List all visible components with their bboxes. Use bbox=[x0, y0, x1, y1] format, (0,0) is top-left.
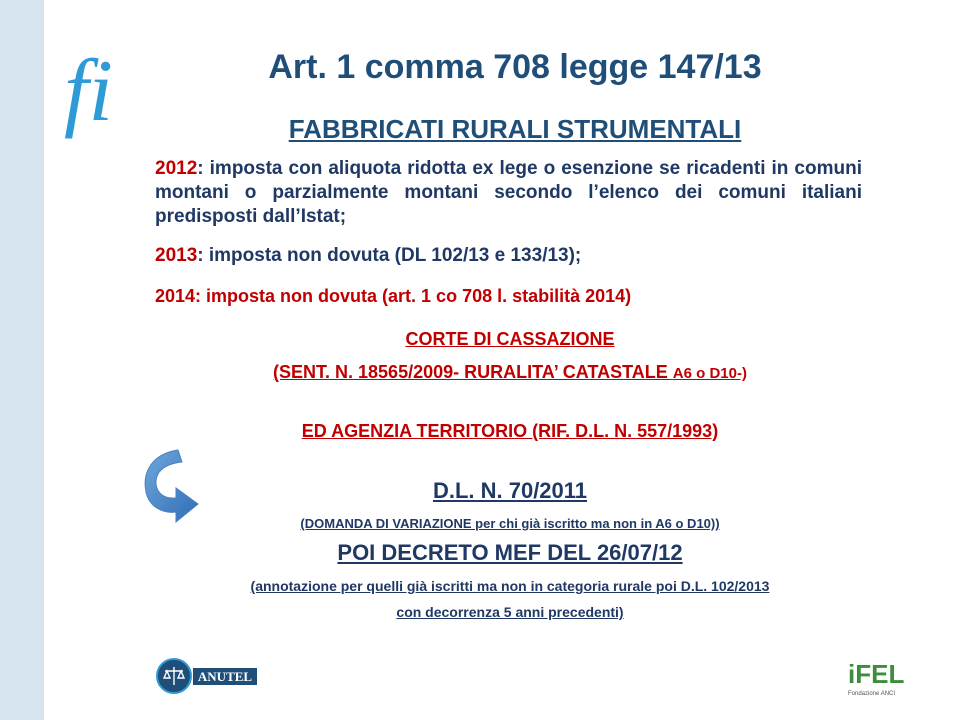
slide-title: Art. 1 comma 708 legge 147/13 bbox=[268, 48, 762, 86]
ifel-logo bbox=[846, 655, 905, 699]
line-2013 bbox=[155, 245, 581, 267]
fi-logo bbox=[60, 40, 130, 140]
cassazione-ref-small: A6 o D10-) bbox=[672, 365, 747, 382]
slide-subtitle: FABBRICATI RURALI STRUMENTALI bbox=[288, 114, 742, 144]
agenzia-territorio: ED AGENZIA TERRITORIO (RIF. D.L. N. 557/1993) bbox=[301, 421, 719, 441]
ifel-logo-text: iFEL bbox=[848, 659, 905, 689]
mef-note-line-2: con decorrenza 5 anni precedenti) bbox=[396, 604, 624, 620]
cassazione-ref-main: (SENT. N. 18565/2009- RURALITA’ CATASTALE bbox=[273, 362, 673, 382]
dl-title: D.L. N. 70/2011 bbox=[432, 478, 588, 503]
anutel-logo bbox=[155, 657, 258, 695]
year-2012: 2012 bbox=[155, 158, 198, 179]
line-2014: 2014: imposta non dovuta (art. 1 co 708 l. stabilità 2014) bbox=[155, 286, 632, 306]
fi-logo-text: fi bbox=[64, 43, 113, 140]
cassazione-reference bbox=[100, 362, 920, 383]
paragraph-2012 bbox=[155, 157, 862, 229]
mef-title: POI DECRETO MEF DEL 26/07/12 bbox=[337, 540, 683, 565]
text-2012: : imposta con aliquota ridotta ex lege o esenzione se ricadenti in comuni montani o parzialmente montani secondo l’elenco dei comuni italiani predisposti dall’Istat; bbox=[155, 158, 862, 227]
dl-note: (DOMANDA DI VARIAZIONE per chi già iscritto ma non in A6 o D10)) bbox=[300, 516, 720, 531]
ifel-logo-subtext: Fondazione ANCI bbox=[848, 691, 896, 697]
cassazione-title: CORTE DI CASSAZIONE bbox=[405, 329, 615, 349]
side-bar bbox=[0, 0, 44, 720]
text-2013: : imposta non dovuta (DL 102/13 e 133/13); bbox=[197, 245, 582, 266]
mef-note-line-1: (annotazione per quelli già iscritti ma non in categoria rurale poi D.L. 102/2013 bbox=[250, 578, 770, 594]
year-2013: 2013 bbox=[155, 245, 198, 266]
anutel-logo-text: ANUTEL bbox=[197, 669, 253, 684]
